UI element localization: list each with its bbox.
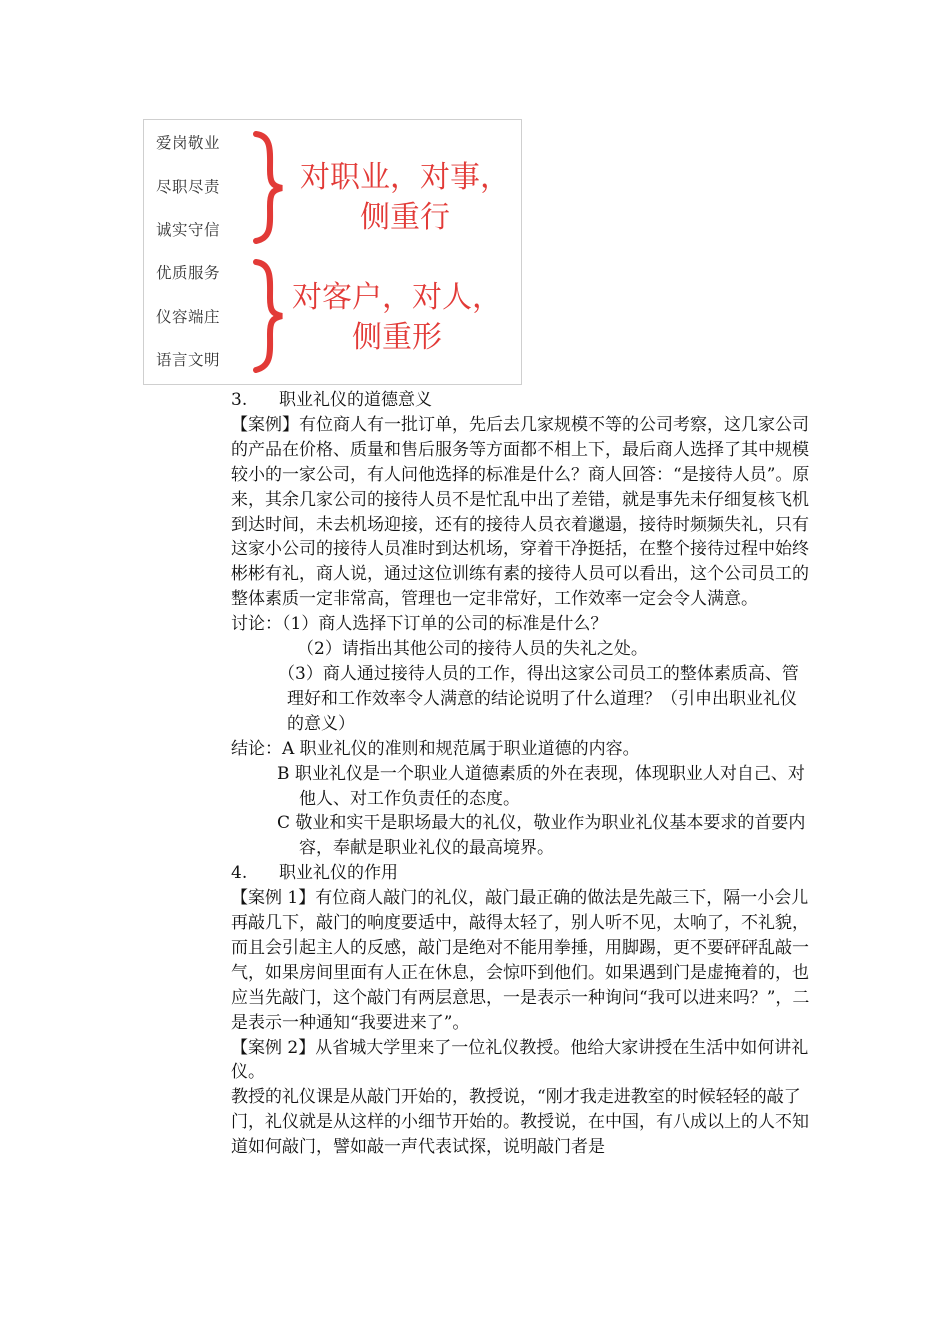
figure-caption-line: 对职业，对事， [300,160,510,195]
figure-top-caption [292,158,518,238]
right-brace-icon [250,130,286,245]
lecture-paragraph: 教授的礼仪课是从敲门开始的，教授说，“刚才我走进教室的时候轻轻的敲了门，礼仪就是从这样的小细节开始的。教授说，在中国，有八成以上的人不知道如何敲门，譬如敲一声代表试探，说明敲门者是 [231,1087,809,1158]
section-number: 3. [231,390,248,410]
discussion-q1 [231,612,811,637]
case-paragraph: 【案例】有位商人有一批订单，先后去几家规模不等的公司考察，这几家公司的产品在价格、质量和售后服务等方面都不相上下，最后商人选择了其中规模较小的一家公司，有人问他选择的标准是什么？商人回答：“是接待人员”。原来，其余几家公司的接待人员不是忙乱中出了差错，就是事先未仔细复核飞机到达时间，未去机场迎接，还有的接待人员衣着邋遢，接待时频频失礼，只有这家小公司的接待人员准时到达机场，穿着干净挺括，在整个接待过程中始终彬彬有礼，商人说，通过这位训练有素的接待人员可以看出，这个公司员工的整体素质一定非常高，管理也一定非常好，工作效率一定会令人满意。 [231,414,810,610]
section-number: 4. [231,863,248,884]
figure-item: 爱岗敬业 [156,134,221,152]
right-brace-icon [250,258,286,374]
figure-bottom-list [156,252,228,383]
discussion-q3: （3）商人通过接待人员的工作，得出这家公司员工的整体素质高、管理好和工作效率令人满意的结论说明了什么道理？（引申出职业礼仪的意义） [278,663,799,734]
discussion-label: 讨论： [231,614,282,635]
conclusion-a [231,737,811,762]
case-2-paragraph: 【案例 2】从省城大学里来了一位礼仪教授。他给大家讲授在生活中如何讲礼仪。 [231,1037,809,1083]
figure-item: 语言文明 [156,351,221,369]
figure-caption-line: 侧重行 [360,200,450,235]
conclusion-text: A 职业礼仪的准则和规范属于职业道德的内容。 [282,738,640,759]
document-body [231,388,811,1160]
conclusion-label: 结论： [231,738,282,759]
figure-caption-line: 对客户，对人， [292,280,502,315]
conclusion-b: B 职业礼仪是一个职业人道德素质的外在表现，体现职业人对自己、对他人、对工作负责任的态度。 [277,763,805,809]
case-1-paragraph: 【案例 1】有位商人敲门的礼仪，敲门最正确的做法是先敲三下，隔一小会儿再敲几下，敲门的响度要适中，敲得太轻了，别人听不见，太响了，不礼貌，而且会引起主人的反感，敲门是绝对不能用拳捶，用脚踢，更不要砰砰乱敲一气，如果房间里面有人正在休息，会惊吓到他们。如果遇到门是虚掩着的，也应当先敲门，这个敲门有两层意思，一是表示一种询问“我可以进来吗？”，二是表示一种通知“我要进来了”。 [231,888,810,1033]
question-text: （1）商人选择下订单的公司的标准是什么？ [282,614,608,635]
figure-caption-line: 侧重形 [352,320,442,355]
conclusion-c: C 敬业和实干是职场最大的礼仪，敬业作为职业礼仪基本要求的首要内容，奉献是职业礼仪的最高境界。 [277,813,806,859]
figure-item: 诚实守信 [156,221,221,239]
figure-top-list [156,122,228,253]
discussion-q2: （2）请指出其他公司的接待人员的失礼之处。 [297,639,648,660]
section-4-heading [231,861,811,886]
figure-bottom-caption [284,278,510,358]
figure-diagram [143,119,522,385]
section-3-heading [231,388,811,413]
section-title: 职业礼仪的作用 [279,863,398,884]
section-title: 职业礼仪的道德意义 [279,390,432,410]
figure-item: 仪容端庄 [156,307,221,326]
figure-item: 优质服务 [156,264,221,282]
figure-item: 尽职尽责 [156,177,221,196]
